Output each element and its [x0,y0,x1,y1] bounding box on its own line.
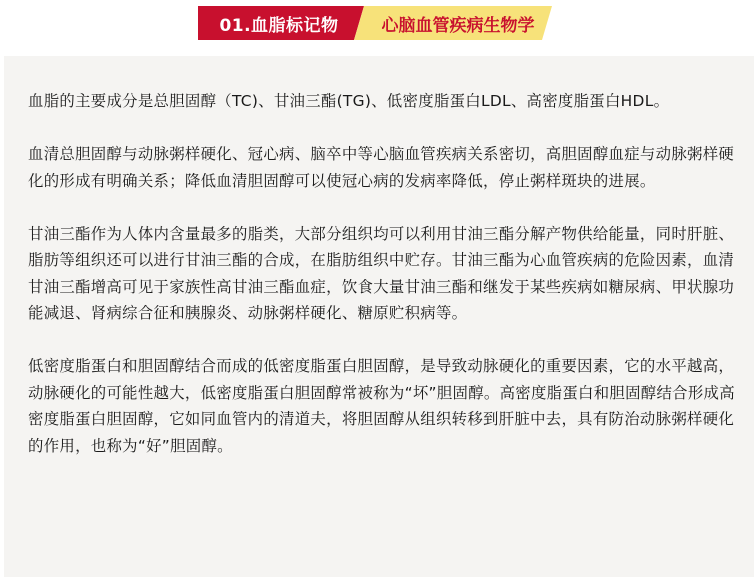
section-label: 01.血脂标记物 [219,15,339,36]
section-header [198,6,552,40]
paragraph-total-cholesterol: 血清总胆固醇与动脉粥样硬化、冠心病、脑卒中等心脑血管疾病关系密切，高胆固醇血症与动脉粥样硬化的形成有明确关系；降低血清胆固醇可以使冠心病的发病率降低，停止粥样斑块的进展。 [28,145,735,190]
paragraph-triglycerides: 甘油三酯作为人体内含量最多的脂类，大部分组织均可以利用甘油三酯分解产物供给能量，同时肝脏、脂肪等组织还可以进行甘油三酯的合成，在脂肪组织中贮存。甘油三酯为心血管疾病的危险因素，血清甘油三酯增高可见于家族性高甘油三酯血症，饮食大量甘油三酯和继发于某些疾病如糖尿病、甲状腺功能减退、肾病综合征和胰腺炎、动脉粥样硬化、糖原贮积病等。 [28,224,735,322]
paragraph-ldl-hdl: 低密度脂蛋白和胆固醇结合而成的低密度脂蛋白胆固醇，是导致动脉硬化的重要因素，它的水平越高，动脉硬化的可能性越大，低密度脂蛋白胆固醇常被称为“坏”胆固醇。高密度脂蛋白和胆固醇结合形成高密度脂蛋白胆固醇，它如同血管内的清道夫，将胆固醇从组织转移到肝脏中去，具有防治动脉粥样硬化的作用，也称为“好”胆固醇。 [28,357,735,455]
topic-label: 心脑血管疾病生物学 [381,15,535,36]
paragraph-lipid-components: 血脂的主要成分是总胆固醇（TC)、甘油三酯(TG)、低密度脂蛋白LDL、高密度脂蛋白HDL。 [28,92,670,110]
article-body [28,88,740,486]
